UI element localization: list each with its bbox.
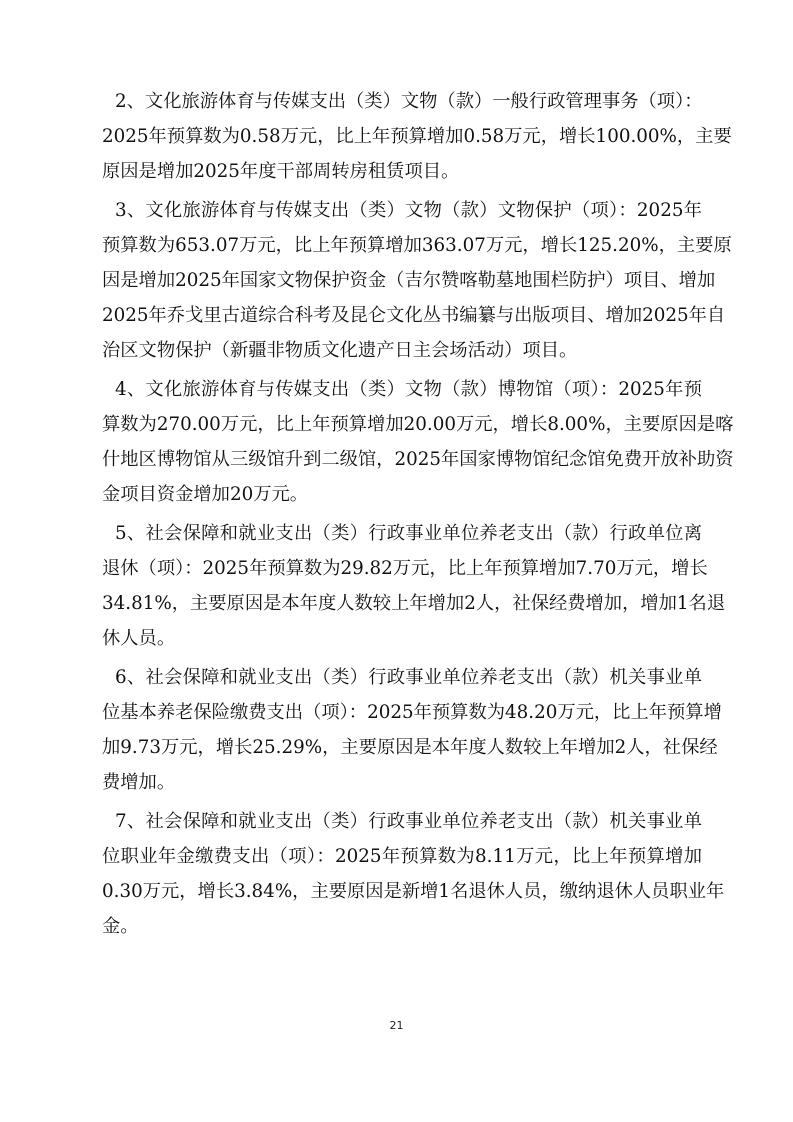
paragraph-line: 7、社会保障和就业支出（类）行政事业单位养老支出（款）机关事业单 <box>115 811 702 832</box>
paragraph-line: 退休（项）：2025年预算数为29.82万元，比上年预算增加7.70万元，增长 <box>102 558 708 579</box>
paragraph-line: 6、社会保障和就业支出（类）行政事业单位养老支出（款）机关事业单 <box>115 667 702 688</box>
paragraph-line: 5、社会保障和就业支出（类）行政事业单位养老支出（款）行政单位离 <box>115 523 702 544</box>
paragraph-line: 算数为270.00万元，比上年预算增加20.00万元，增长8.00%，主要原因是喀 <box>102 414 734 435</box>
paragraph-line: 2025年乔戈里古道综合科考及昆仑文化丛书编纂与出版项目、增加2025年自 <box>102 305 726 326</box>
paragraph-line: 因是增加2025年国家文物保护资金（吉尔赞喀勒墓地围栏防护）项目、增加 <box>102 270 716 291</box>
paragraph-line: 金。 <box>102 916 139 937</box>
page-number: 21 <box>389 1019 404 1032</box>
paragraph-line: 什地区博物馆从三级馆升到二级馆，2025年国家博物馆纪念馆免费开放补助资 <box>102 449 734 470</box>
paragraph <box>102 516 726 656</box>
paragraph-line: 治区文物保护（新疆非物质文化遗产日主会场活动）项目。 <box>102 340 578 361</box>
paragraph-line: 0.30万元，增长3.84%，主要原因是新增1名退休人员，缴纳退休人员职业年 <box>102 881 725 902</box>
paragraph-line: 3、文化旅游体育与传媒支出（类）文物（款）文物保护（项）：2025年 <box>115 200 702 221</box>
paragraph-line: 休人员。 <box>102 628 176 649</box>
document-body <box>102 84 734 948</box>
paragraph-line: 费增加。 <box>102 772 176 793</box>
paragraph-line: 位基本养老保险缴费支出（项）：2025年预算数为48.20万元，比上年预算增 <box>102 702 722 723</box>
paragraph-line: 2、文化旅游体育与传媒支出（类）文物（款）一般行政管理事务（项）： <box>115 91 703 112</box>
paragraph-line: 原因是增加2025年度干部周转房租赁项目。 <box>102 161 460 182</box>
paragraph <box>102 804 725 944</box>
paragraph-line: 金项目资金增加20万元。 <box>102 484 309 505</box>
paragraph-line: 2025年预算数为0.58万元，比上年预算增加0.58万元，增长100.00%，主要 <box>102 126 732 147</box>
paragraph-line: 4、文化旅游体育与传媒支出（类）文物（款）博物馆（项）：2025年预 <box>115 379 702 400</box>
paragraph-line: 位职业年金缴费支出（项）：2025年预算数为8.11万元，比上年预算增加 <box>102 846 702 867</box>
paragraph <box>102 660 722 800</box>
paragraph-line: 预算数为653.07万元，比上年预算增加363.07万元，增长125.20%，主要原 <box>102 235 732 256</box>
paragraph <box>102 193 732 368</box>
paragraph-line: 34.81%，主要原因是本年度人数较上年增加2人，社保经费增加，增加1名退 <box>102 593 726 614</box>
paragraph-line: 加9.73万元，增长25.29%，主要原因是本年度人数较上年增加2人，社保经 <box>102 737 718 758</box>
paragraph <box>102 84 732 189</box>
paragraph <box>102 372 734 512</box>
